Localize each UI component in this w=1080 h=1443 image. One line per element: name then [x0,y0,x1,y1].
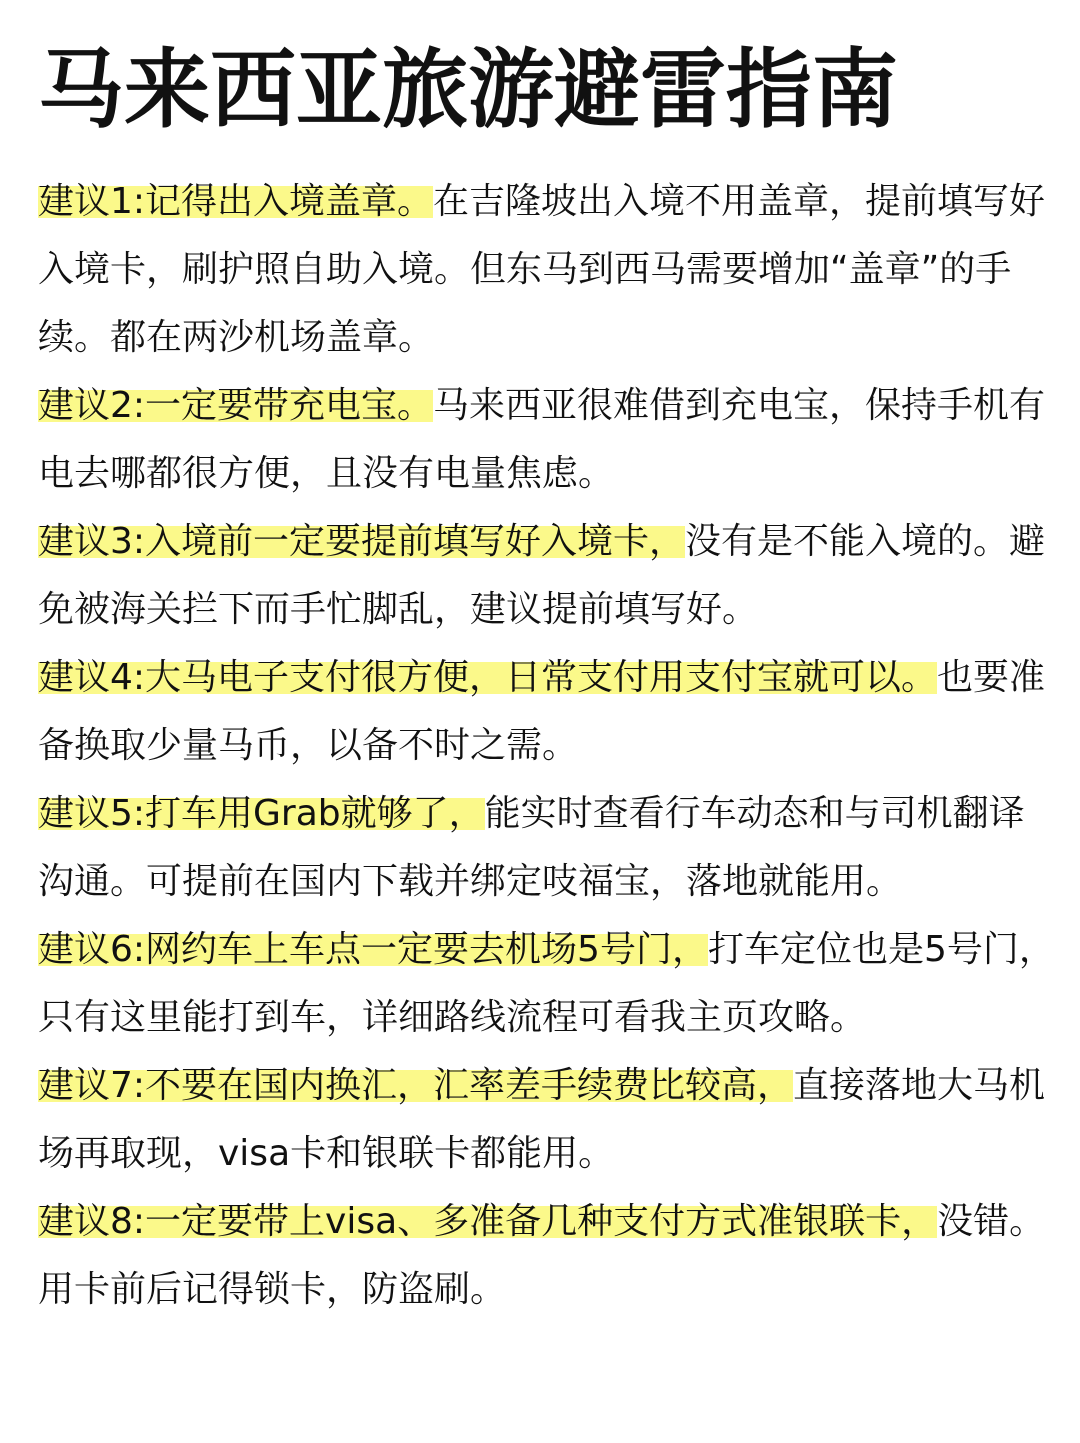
tip-item-7 [38,1052,1058,1188]
tip-item-1 [38,168,1058,372]
page-title: 马来西亚旅游避雷指南 [38,40,898,140]
tip-item-4 [38,644,1058,780]
tip-text: 没错。用卡前后记得锁卡，防盗刷。 [38,1201,1046,1310]
tip-text: 没有是不能入境的。避免被海关拦下而手忙脚乱，建议提前填写好。 [38,521,1046,630]
tip-text: 在吉隆坡出入境不用盖章，提前填写好入境卡，刷护照自助入境。但东马到西马需要增加“盖章”的手续。都在两沙机场盖章。 [38,181,1046,358]
tip-highlight: 建议2:一定要带充电宝。 [38,385,434,426]
tip-highlight: 建议3:入境前一定要提前填写好入境卡， [38,521,686,562]
tip-text: 直接落地大马机场再取现，visa卡和银联卡都能用。 [38,1065,1046,1174]
tip-text: 也要准备换取少量马币，以备不时之需。 [38,657,1046,766]
tip-item-8 [38,1188,1058,1324]
tip-item-3 [38,508,1058,644]
tip-item-2 [38,372,1058,508]
tip-text: 打车定位也是5号门，只有这里能打到车，详细路线流程可看我主页攻略。 [38,929,1055,1038]
tip-text: 马来西亚很难借到充电宝，保持手机有电去哪都很方便，且没有电量焦虑。 [38,385,1046,494]
tip-text: 能实时查看行车动态和与司机翻译沟通。可提前在国内下载并绑定吱福宝，落地就能用。 [38,793,1025,902]
tip-highlight: 建议1:记得出入境盖章。 [38,181,434,222]
tip-item-6 [38,916,1058,1052]
tip-highlight: 建议4:大马电子支付很方便，日常支付用支付宝就可以。 [38,657,938,698]
tip-highlight: 建议8:一定要带上visa、多准备几种支付方式准银联卡， [38,1201,938,1242]
tips-list [38,168,1058,1324]
tip-item-5 [38,780,1058,916]
tip-highlight: 建议5:打车用Grab就够了， [38,793,485,834]
tip-highlight: 建议7:不要在国内换汇，汇率差手续费比较高， [38,1065,794,1106]
tip-highlight: 建议6:网约车上车点一定要去机场5号门， [38,929,708,970]
